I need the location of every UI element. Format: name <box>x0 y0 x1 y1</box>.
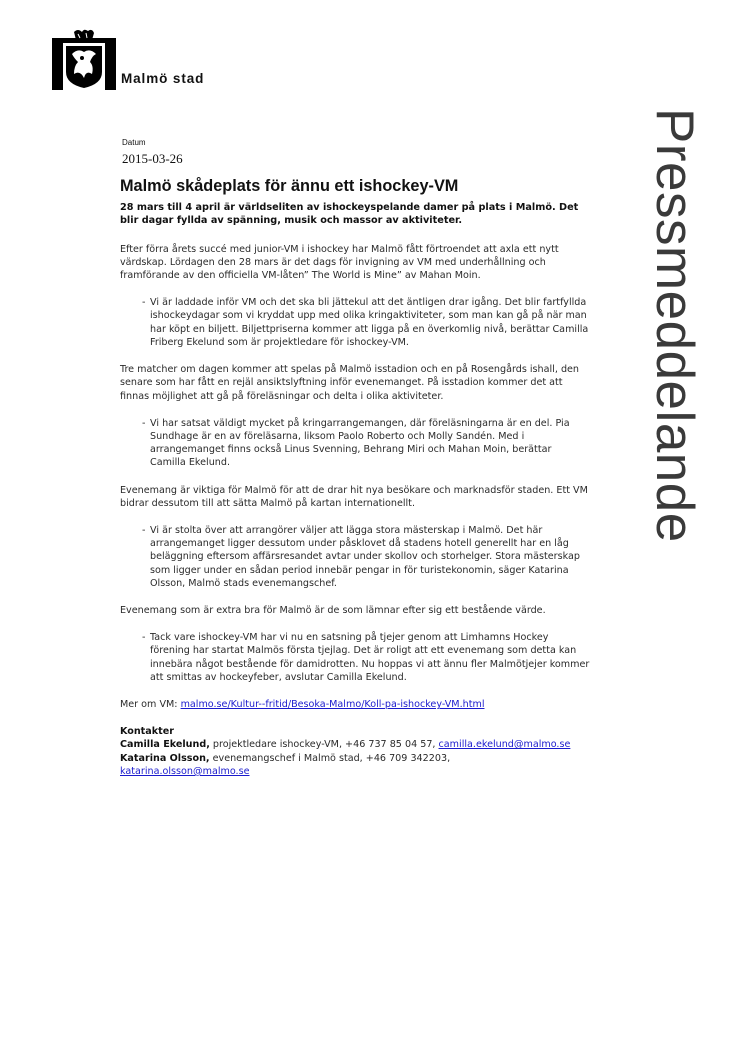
article-title: Malmö skådeplats för ännu ett ishockey-VM <box>120 177 459 195</box>
quote-1 <box>120 296 590 349</box>
quote-text: Vi är stolta över att arrangörer väljer att lägga stora mästerskap i Malmö. Det här arrangemanget ligger dessutom under påsklovet då stadens hotell generellt har en låg beläggning eftersom affärsresandet avtar under skollov och storhelger. Stora mästerskap som ligger under en sådan period innebär pengar in för turistekonomin, säger Katarina Olsson, Malmö stads evenemangschef. <box>150 524 580 590</box>
paragraph-3: Evenemang är viktiga för Malmö för att de drar hit nya besökare och marknadsför staden. Ett VM bidrar dessutom till att sätta Malmö på kartan internationellt. <box>120 484 588 510</box>
contact-1-name: Camilla Ekelund, <box>120 739 210 751</box>
contacts-title: Kontakter <box>120 726 174 738</box>
contact-1-email-link[interactable]: camilla.ekelund@malmo.se <box>438 739 571 751</box>
quote-2 <box>120 417 590 470</box>
paragraph-2: Tre matcher om dagen kommer att spelas på Malmö isstadion och en på Rosengårds ishall, den senare som har fått en rejäl ansiktslyftning inför evenemanget. På isstadion kommer det att finnas möjlighet att gå på föreläsningar och delta i olika aktiviteter. <box>120 364 580 402</box>
more-label: Mer om VM: <box>120 699 181 711</box>
quote-3 <box>120 524 590 590</box>
quote-dash: - <box>142 417 146 429</box>
contact-2 <box>120 752 590 779</box>
article-lead: 28 mars till 4 april är världseliten av ishockeyspelande damer på plats i Malmö. Det blir dagar fyllda av spänning, musik och massor av aktiviteter. <box>120 202 579 227</box>
vertical-title-light: meddelande <box>645 245 704 543</box>
article-body <box>120 176 590 778</box>
paragraph-1: Efter förra årets succé med junior-VM i ishockey har Malmö fått förtroendet att axla ett nytt värdskap. Lördagen den 28 mars är det dags för invigning av VM med underhållning och framförande av den officiella VM-låten” The World is Mine” av Mahan Moin. <box>120 243 559 282</box>
contact-2-name: Katarina Olsson, <box>120 752 210 764</box>
paragraph-4: Evenemang som är extra bra för Malmö är de som lämnar efter sig ett bestående värde. <box>120 605 546 617</box>
date-label: Datum <box>122 138 146 147</box>
vertical-title-bold: Press <box>645 108 704 246</box>
date-value: 2015-03-26 <box>122 151 183 166</box>
quote-text: Vi har satsat väldigt mycket på kringarrangemangen, där föreläsningarna är en del. Pia Sundhage är en av föreläsarna, liksom Paolo Roberto och Molly Sandén. Med i arrangemanget finns också Linus Svenning, Behrang Miri och Mahan Moin, berättar Camilla Ekelund. <box>150 417 570 469</box>
more-info-link[interactable]: malmo.se/Kultur--fritid/Besoka-Malmo/Koll-pa-ishockey-VM.html <box>180 699 485 711</box>
quote-text: Vi är laddade inför VM och det ska bli jättekul att det äntligen drar igång. Det blir fartfyllda ishockeydagar som vi kryddat upp med olika kringaktiviteter, som man kan gå på när man har köpt en biljett. Biljettpriserna kommer att ligga på en överkomlig nivå, berättar Camilla Friberg Ekelund som är projektledare för ishockey-VM. <box>150 296 589 348</box>
contact-2-email-link[interactable]: katarina.olsson@malmo.se <box>120 766 250 777</box>
contact-1-info: projektledare ishockey-VM, +46 737 85 04 57, <box>209 739 439 751</box>
quote-text: Tack vare ishockey-VM har vi nu en satsning på tjejer genom att Limhamns Hockey förening har startat Malmös första tjejlag. Det är roligt att ett evenemang som detta kan innebära något bestående för damidrotten. Nu hoppas vi att ännu fler Malmötjejer kommer att smittas av hockeyfeber, avslutar Camilla Ekelund. <box>150 632 590 684</box>
org-name: Malmö stad <box>121 71 205 86</box>
more-info <box>120 698 590 711</box>
quote-dash: - <box>142 296 146 308</box>
vertical-title <box>638 108 708 548</box>
contact-1 <box>120 738 590 751</box>
malmo-logo <box>52 28 116 90</box>
quote-4 <box>120 631 590 684</box>
contacts <box>120 725 590 778</box>
quote-dash: - <box>142 524 146 536</box>
quote-dash: - <box>142 632 146 644</box>
contact-2-info: evenemangschef i Malmö stad, +46 709 342203, <box>209 752 451 764</box>
